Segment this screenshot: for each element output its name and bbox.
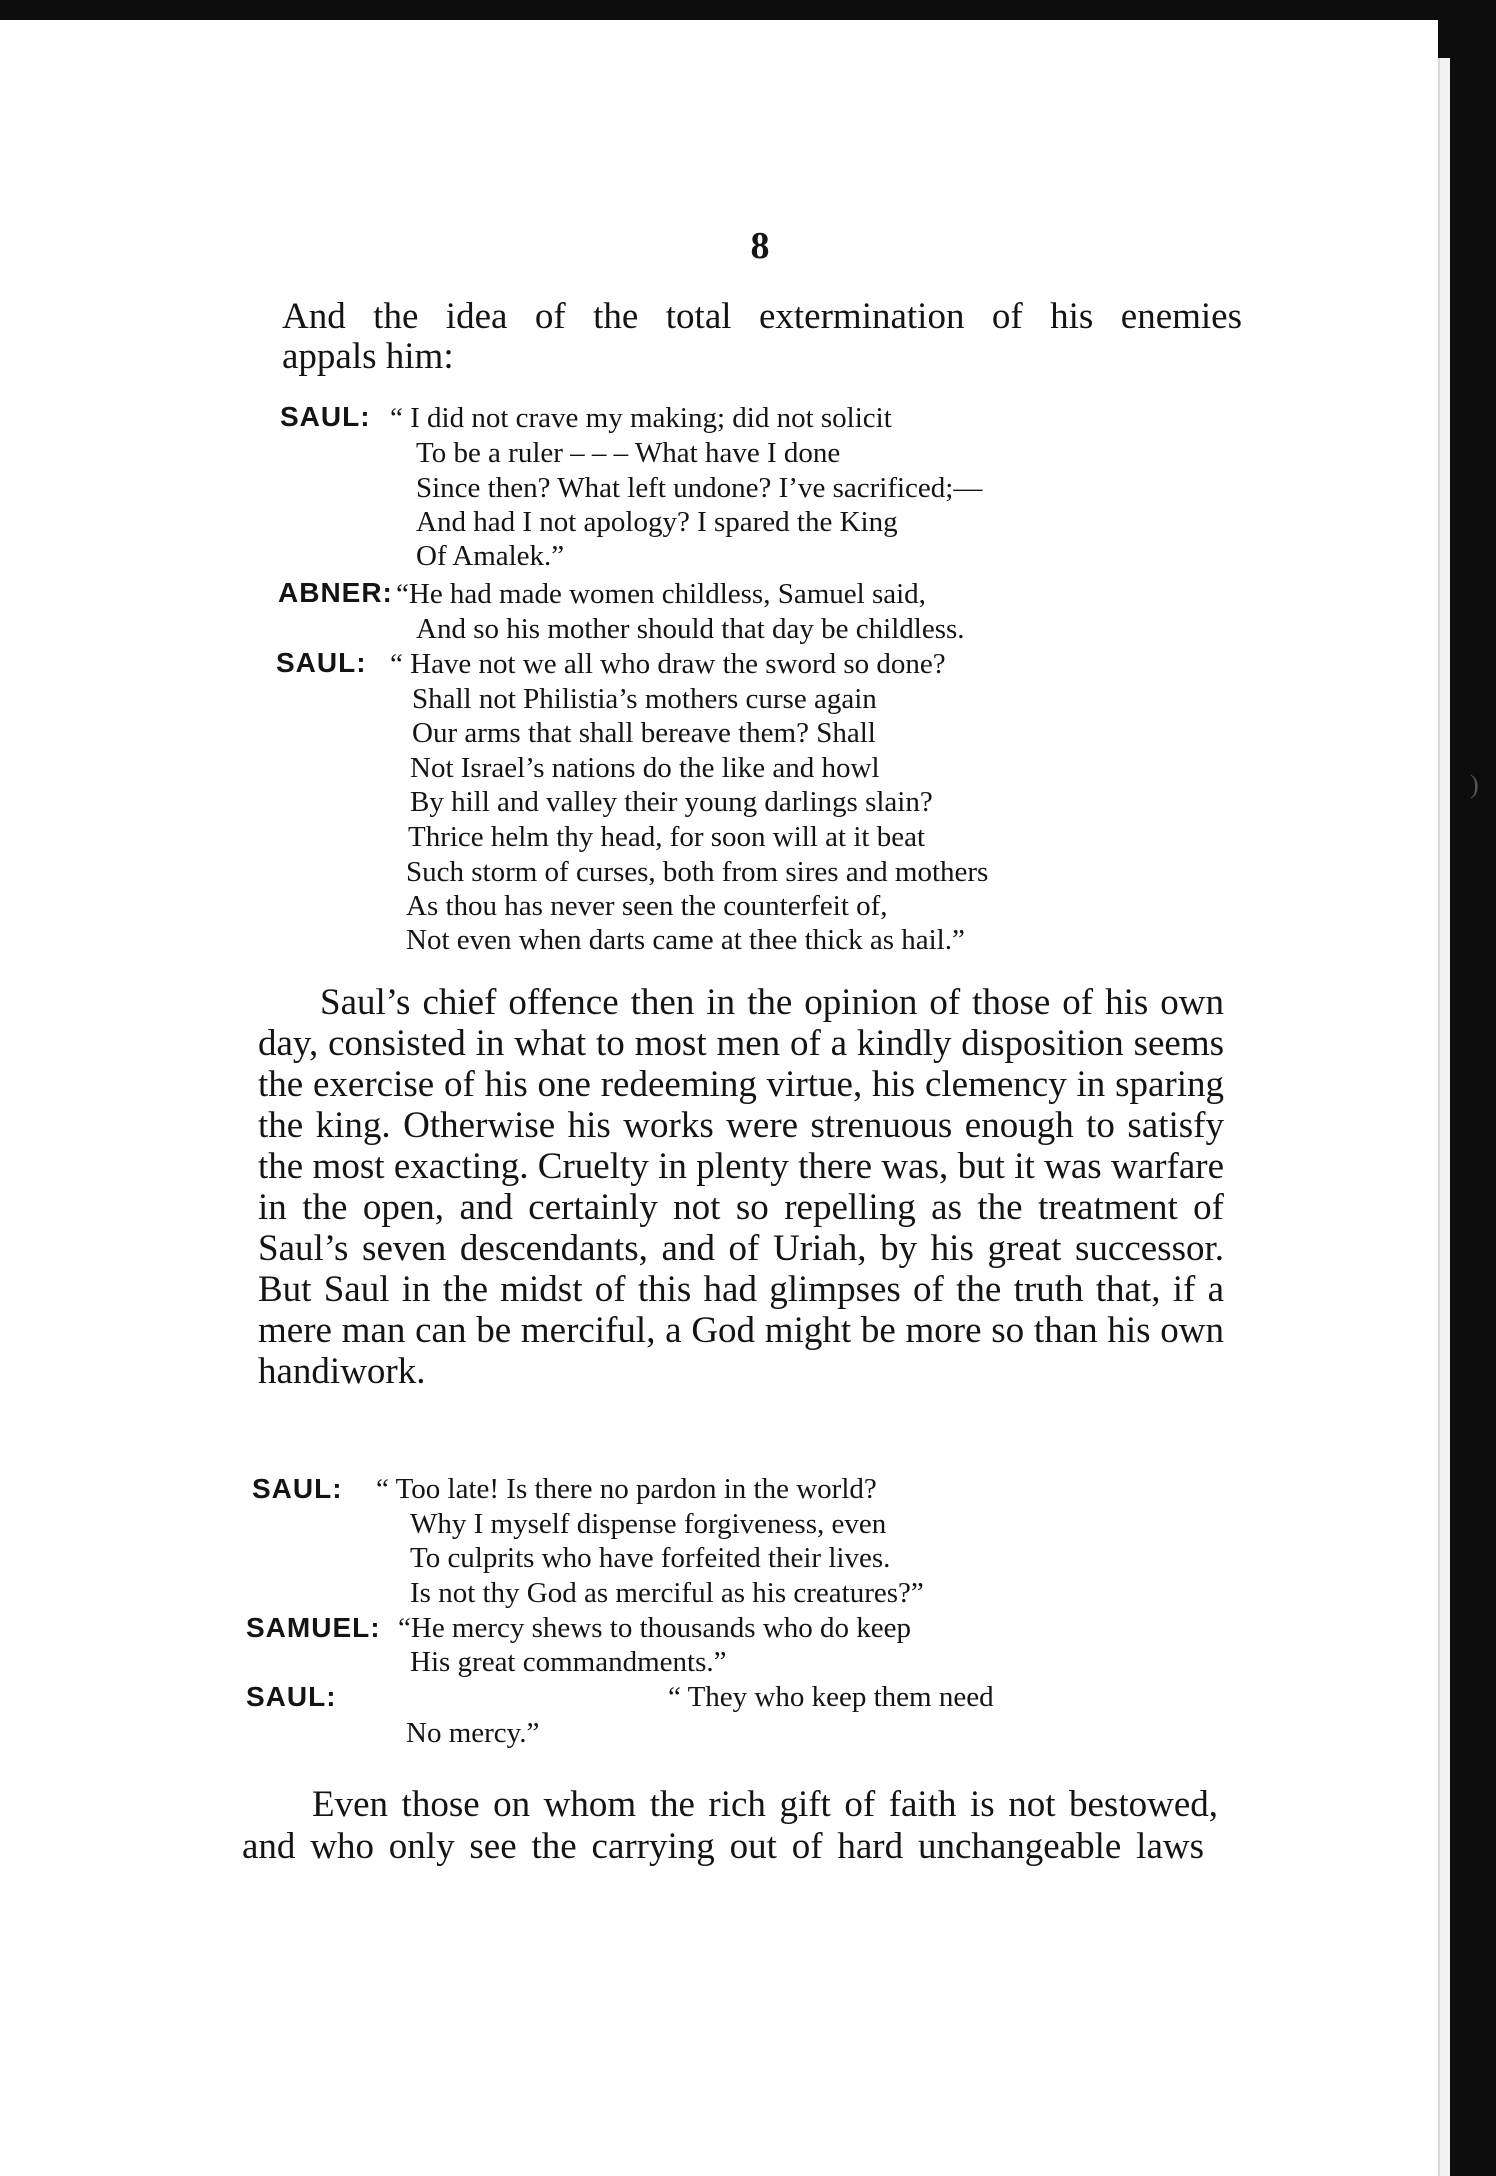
verse-line: “ I did not crave my making; did not solicit xyxy=(390,402,892,434)
verse-line: No mercy.” xyxy=(406,1717,540,1749)
scan-mark: ) xyxy=(1470,770,1479,799)
speaker-label: ABNER: xyxy=(278,577,393,608)
scan-border-top xyxy=(0,0,1496,20)
verse-line: To be a ruler – – – What have I done xyxy=(416,437,841,469)
speaker-label: SAUL: xyxy=(252,1473,343,1504)
verse-line: Why I myself dispense forgiveness, even xyxy=(410,1508,887,1540)
speaker-label: SAUL: xyxy=(246,1681,337,1712)
scan-border-right xyxy=(1448,0,1496,2176)
verse-line: “ They who keep them need xyxy=(668,1681,994,1713)
verse-line: Since then? What left undone? I’ve sacrificed;— xyxy=(416,472,983,504)
verse-line: And had I not apology? I spared the King xyxy=(416,506,898,538)
verse-line: Shall not Philistia’s mothers curse again xyxy=(412,683,877,715)
verse-line: Of Amalek.” xyxy=(416,540,565,572)
paragraph-3-line-2: and who only see the carrying out of hard unchangeable laws xyxy=(242,1826,1204,1867)
verse-line: “ Too late! Is there no pardon in the world? xyxy=(376,1473,877,1505)
verse-line: Such storm of curses, both from sires and mothers xyxy=(406,856,989,888)
page-edge xyxy=(1438,20,1450,2176)
verse-line: “He mercy shews to thousands who do keep xyxy=(398,1612,912,1644)
verse-line: “He had made women childless, Samuel said, xyxy=(396,578,926,610)
speaker-label: SAMUEL: xyxy=(246,1612,381,1643)
body-paragraph: Saul’s chief offence then in the opinion of those of his own day, consisted in what to most men of a kindly disposition seems the exercise of his one redeeming virtue, his clemency in sparing the king. Otherwise his works were strenuous enough to satisfy the most exacting. Cruelty in plenty there was, but it was warfare in the open, and certainly not so repelling as the treatment of Saul’s seven descendants, and of Uriah, by his great successor. But Saul in the midst of this had glimpses of the truth that, if a mere man can be merciful, a God might be more so than his own handiwork. xyxy=(258,982,1224,1392)
verse-line: Not Israel’s nations do the like and howl xyxy=(410,752,880,784)
paragraph-3-line-1: Even those on whom the rich gift of faith is not bestowed, xyxy=(312,1784,1218,1825)
verse-line: Our arms that shall bereave them? Shall xyxy=(412,717,876,749)
verse-line: And so his mother should that day be childless. xyxy=(416,613,965,645)
verse-line: Thrice helm thy head, for soon will at it beat xyxy=(408,821,926,853)
speaker-label: SAUL: xyxy=(276,647,367,678)
intro-line-2: appals him: xyxy=(282,336,454,377)
verse-line: Not even when darts came at thee thick as hail.” xyxy=(406,924,965,956)
scan-border-corner xyxy=(1438,0,1450,58)
verse-line: His great commandments.” xyxy=(410,1646,727,1678)
verse-line: Is not thy God as merciful as his creatures?” xyxy=(410,1577,924,1609)
page-number: 8 xyxy=(750,225,770,267)
verse-line: By hill and valley their young darlings slain? xyxy=(410,786,933,818)
verse-line: “ Have not we all who draw the sword so done? xyxy=(390,648,946,680)
speaker-label: SAUL: xyxy=(280,401,371,432)
intro-line-1: And the idea of the total extermination of his enemies xyxy=(282,296,1242,337)
verse-line: To culprits who have forfeited their lives. xyxy=(410,1542,891,1574)
verse-line: As thou has never seen the counterfeit of, xyxy=(406,890,888,922)
